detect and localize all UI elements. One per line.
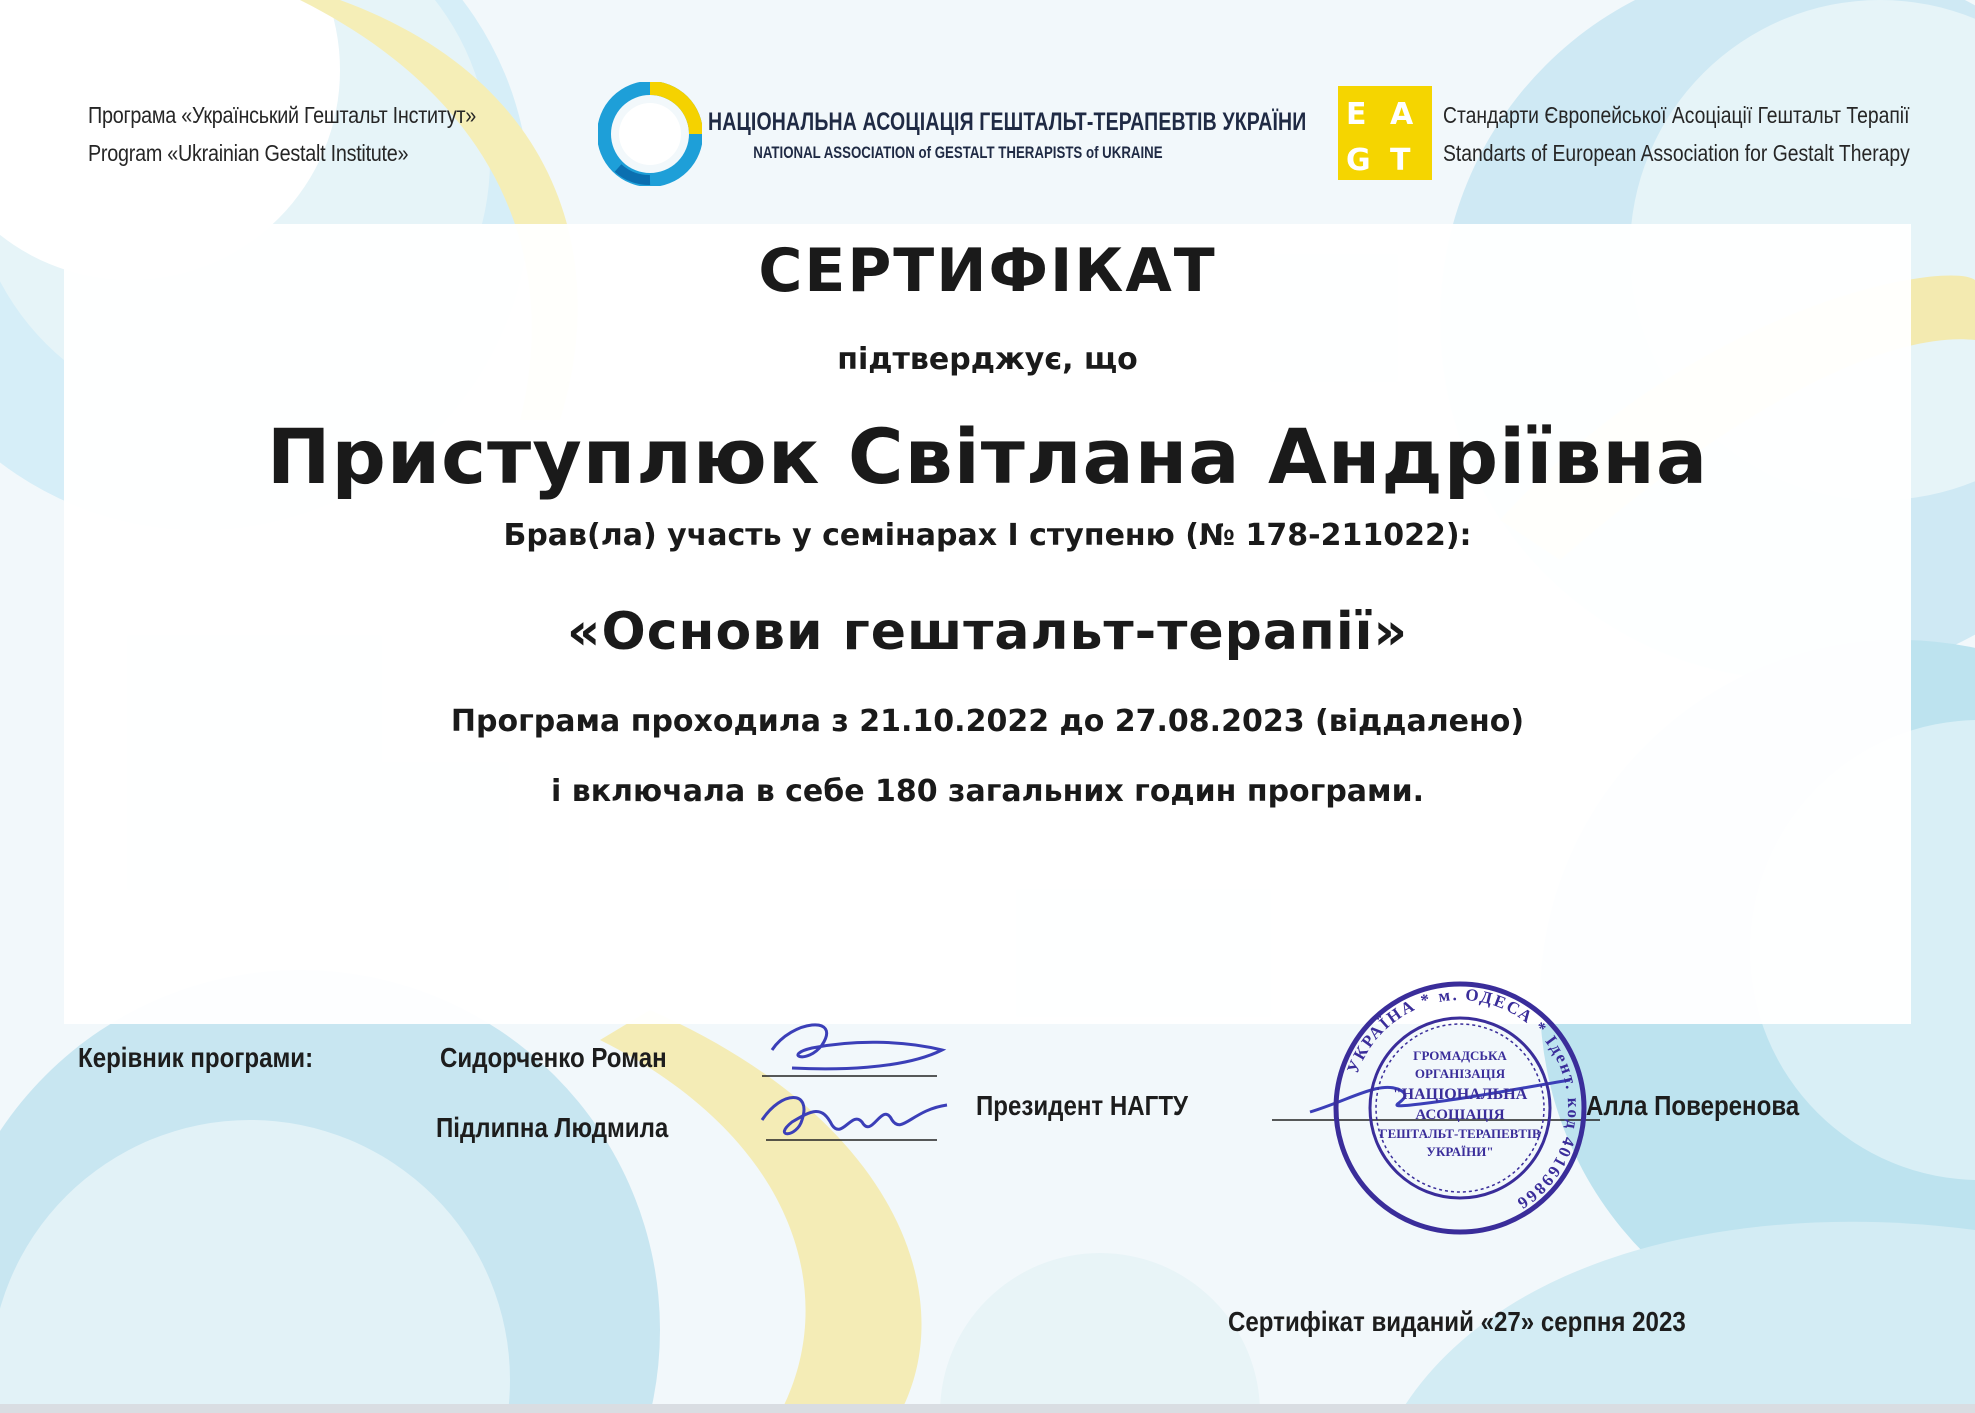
program-head-2: Підлипна Людмила — [436, 1112, 669, 1143]
stamp-outer-text: УКРАЇНА * м. ОДЕСА * Ідент. код 40169866 — [1343, 984, 1584, 1214]
stamp-line-2: ОРГАНІЗАЦІЯ — [1414, 1066, 1506, 1081]
stamp-line-3: "НАЦІОНАЛЬНА — [1392, 1086, 1528, 1103]
eagt-logo — [1338, 86, 1432, 180]
eagt-standards-ua: Стандарти Європейської Асоціації Гештальт Терапії — [1443, 102, 1910, 128]
eagt-letter-e: E — [1346, 97, 1367, 132]
nagtu-header — [598, 82, 1307, 186]
program-name-ua: Програма «Український Гештальт Інститут» — [88, 102, 477, 128]
bottom-edge — [0, 1404, 1975, 1413]
issue-date: Сертифікат виданий «27» серпня 2023 — [1228, 1306, 1686, 1337]
certificate-title: СЕРТИФІКАТ — [758, 236, 1217, 306]
program-head-label: Керівник програми: — [78, 1042, 314, 1073]
eagt-letter-g: G — [1346, 143, 1371, 178]
program-period: Програма проходила з 21.10.2022 до 27.08.2023 (віддалено) — [450, 704, 1525, 739]
nagtu-name-ua: НАЦІОНАЛЬНА АСОЦІАЦІЯ ГЕШТАЛЬТ-ТЕРАПЕВТІВ УКРАЇНИ — [708, 108, 1307, 136]
stamp-line-6: УКРАЇНИ" — [1426, 1144, 1494, 1159]
program-head-signature — [752, 1010, 952, 1160]
participation-text: Брав(ла) участь у семінарах І ступеню (№ 178-211022): — [503, 518, 1472, 553]
stamp-line-1: ГРОМАДСЬКА — [1413, 1048, 1507, 1063]
president-label: Президент НАГТУ — [976, 1090, 1189, 1121]
course-title: «Основи гештальт-терапії» — [566, 602, 1409, 662]
nagtu-name-en: NATIONAL ASSOCIATION of GESTALT THERAPISTS of UKRAINE — [753, 143, 1163, 162]
program-hours: і включала в себе 180 загальних годин програми. — [550, 774, 1424, 809]
confirms-text: підтверджує, що — [837, 342, 1138, 377]
eagt-standards-en: Standarts of European Association for Gestalt Therapy — [1443, 140, 1910, 166]
program-head-1: Сидорченко Роман — [440, 1042, 667, 1073]
program-name-en: Program «Ukrainian Gestalt Institute» — [88, 140, 409, 166]
eagt-header — [1443, 96, 1910, 172]
president-name: Алла Поверенова — [1586, 1090, 1800, 1121]
organization-stamp — [1330, 978, 1590, 1238]
eagt-letter-t: T — [1390, 143, 1411, 178]
recipient-name: Приступлюк Світлана Андріївна — [266, 412, 1709, 501]
stamp-line-4: АСОЦІАЦІЯ — [1415, 1107, 1505, 1123]
program-header — [88, 96, 476, 172]
eagt-letter-a: A — [1390, 97, 1414, 132]
stamp-line-5: ГЕШТАЛЬТ-ТЕРАПЕВТІВ — [1379, 1126, 1541, 1141]
nagtu-logo — [598, 82, 702, 186]
